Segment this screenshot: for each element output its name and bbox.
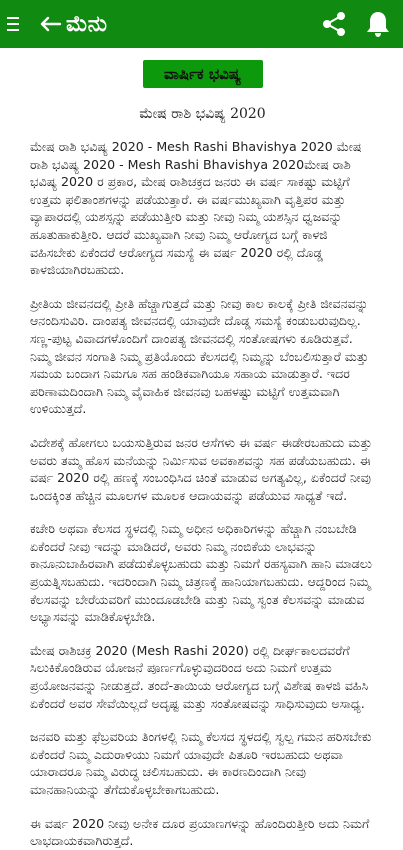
article-paragraph: ಕಚೇರಿ ಅಥವಾ ಕೆಲಸದ ಸ್ಥಳದಲ್ಲಿ ನಿಮ್ಮ ಅಧೀನ ಅಧಿಕಾರಿಗಳನ್ನು ಹೆಚ್ಚಾಗಿ ನಂಬಬೇಡಿ ಏಕೆಂದರೆ ನೀವು ಇದನ್ನು ಮಾಡಿದರೆ, ಅವರು ನಿಮ್ಮ ನಂಬಿಕೆಯ ಲಾಭವನ್ನು ಕಾನೂನುಬಾಹಿರವಾಗಿ ಪಡೆದುಕೊಳ್ಳಬಹುದು ಮತ್ತು ನಿಮಗೆ ರಹಸ್ಯವಾಗಿ ಹಾನಿ ಮಾಡಲು ಪ್ರಯತ್ನಿಸಬಹುದು. ಇದರಿಂದಾಗಿ ನಿಮ್ಮ ಚಿತ್ರಣಕ್ಕೆ ಹಾನಿಯಾಗಬಹುದು. ಆದ್ದರಿಂದ ನಿಮ್ಮ ಕೆಲಸವನ್ನು ಬೇರೆಯವರಿಗೆ ಮುಂದೂಡಬೇಡಿ ಮತ್ತು ನಿಮ್ಮ ಸ್ವಂತ ಕೆಲಸವನ್ನು ಮಾಡುವ ಅಭ್ಯಾಸವನ್ನು ಮಾಡಿಕೊಳ್ಳಬೇಡಿ. xyxy=(30,521,372,625)
article-paragraph: ಈ ವರ್ಷ 2020 ನೀವು ಅನೇಕ ದೂರ ಪ್ರಯಾಣಗಳನ್ನು ಹೊಂದಿರುತ್ತೀರಿ ಅದು ನಿಮಗೆ ಲಾಭದಾಯಕವಾಗಿರುತ್ತದೆ. xyxy=(30,815,370,849)
article-paragraph: ಮೇಷ ರಾಶಿ ಭವಿಷ್ಯ 2020 - Mesh Rashi Bhavishya 2020 ಮೇಷ ರಾಶಿ ಭವಿಷ್ಯ 2020 - Mesh Rashi Bhavishya 2020ಮೇಷ ರಾಶಿ ಭವಿಷ್ಯ 2020 ರ ಪ್ರಕಾರ, ಮೇಷ ರಾಶಿಚಕ್ರದ ಜನರು ಈ ವರ್ಷ ಸಾಕಷ್ಟು ಮಟ್ಟಿಗೆ ಉತ್ತಮ ಫಲಿತಾಂಶಗಳನ್ನು ಪಡೆಯುತ್ತಾರೆ. ಈ ವರ್ಷಮುಖ್ಯವಾಗಿ ವೃತ್ತಿಪರ ಮತ್ತು ವ್ಯಾಪಾರದಲ್ಲಿ ಯಶಸ್ಸನ್ನು ಪಡೆಯುತ್ತೀರಿ ಮತ್ತು ನೀವು ನಿಮ್ಮ ಯಶಸ್ಸಿನ ಧ್ವಜವನ್ನು ಹೂತುಹಾಕುತ್ತೀರಿ. ಆದರೆ ಮುಖ್ಯವಾಗಿ ನೀವು ನಿಮ್ಮ ಆರೋಗ್ಯದ ಬಗ್ಗೆ ಕಾಳಜಿ ವಹಿಸಬೇಕು ಏಕೆಂದರೆ ಆರೋಗ್ಯದ ಸಮಸ್ಯೆ ಈ ವರ್ಷ 2020 ರಲ್ಲಿ ದೊಡ್ಡ ಕಾಳಜಿಯಾಗಿರಬಹುದು. xyxy=(30,139,362,278)
back-arrow-icon xyxy=(40,17,62,31)
article-paragraph: ವಿದೇಶಕ್ಕೆ ಹೋಗಲು ಬಯಸುತ್ತಿರುವ ಜನರ ಆಸೆಗಳು ಈ ವರ್ಷ ಈಡೇರಬಹುದು ಮತ್ತು ಅವರು ತಮ್ಮ ಹೊಸ ಮನೆಯನ್ನು ನಿರ್ಮಿಸುವ ಅವಕಾಶವನ್ನು ಸಹ ಪಡೆಯಬಹುದು. ಈ ವರ್ಷ 2020 ರಲ್ಲಿ ಹಣಕ್ಕೆ ಸಂಬಂಧಿಸಿದ ಚಿಂತೆ ಮಾಡುವ ಅಗತ್ಯವಿಲ್ಲ, ಏಕೆಂದರೆ ನೀವು ಒಂದಕ್ಕಿಂತ ಹೆಚ್ಚಿನ ಮೂಲಗಳ ಮೂಲಕ ಆದಾಯವನ್ನು ಪಡೆಯುವ ಸಾಧ್ಯತೆ ಇದೆ. xyxy=(30,434,373,503)
menu-back-button[interactable] xyxy=(40,12,107,37)
app-title: ಮೆನು xyxy=(66,11,108,37)
section-heading-banner xyxy=(143,60,263,88)
section-heading: ವಾರ್ಷಿಕ ಭವಿಷ್ಯ xyxy=(163,65,242,83)
article-paragraph: ಮೇಷ ರಾಶಿಚಕ್ರ 2020 (Mesh Rashi 2020) ರಲ್ಲಿ ದೀರ್ಘಕಾಲದವರೆಗೆ ಸಿಲುಕಿಕೊಂಡಿರುವ ಯೋಜನೆ ಪೂರ್ಣಗೊಳ್ಳುವುದರಿಂದ ಅದು ನಿಮಗೆ ಉತ್ತಮ ಪ್ರಯೋಜನವನ್ನು ನೀಡುತ್ತದೆ. ತಂದೆ-ತಾಯಿಯ ಆರೋಗ್ಯದ ಬಗ್ಗೆ ವಿಶೇಷ ಕಾಳಜಿ ವಹಿಸಿ ಏಕೆಂದರೆ ಅವರ ಸೇವೆಯಿಲ್ಲದೆ ಅದೃಷ್ಟ ಮತ್ತು ಸಂತೋಷವನ್ನು ಸಾಧಿಸುವುದು ಅಸಾಧ್ಯ. xyxy=(30,642,369,711)
article-paragraph: ಪ್ರೀತಿಯ ಜೀವನದಲ್ಲಿ ಪ್ರೀತಿ ಹೆಚ್ಚಾಗುತ್ತದೆ ಮತ್ತು ನೀವು ಕಾಲ ಕಾಲಕ್ಕೆ ಪ್ರೀತಿ ಜೀವನವನ್ನು ಆನಂದಿಸುವಿರಿ. ದಾಂಪತ್ಯ ಜೀವನದಲ್ಲಿ ಯಾವುದೇ ದೊಡ್ಡ ಸಮಸ್ಯೆ ಕಂಡುಬರುವುದಿಲ್ಲ. ಸಣ್ಣ-ಪುಟ್ಟ ವಿವಾದಗಳೊಂದಿಗೆ ದಾಂಪತ್ಯ ಜೀವನದಲ್ಲಿ ಸಂತೋಷಗಳು ಕೂಡಿರುತ್ತವೆ. ನಿಮ್ಮ ಜೀವನ ಸಂಗಾತಿ ನಿಮ್ಮ ಪ್ರತಿಯೊಂದು ಕೆಲಸದಲ್ಲಿ ನಿಮ್ಮನ್ನು ಬೆಂಬಲಿಸುತ್ತಾರೆ ಮತ್ತು ಸಮಯ ಬಂದಾಗ ನಿಮಗೂ ಸಹ ಹಂಡಿಕವಾಗಿಯೂ ಸಹಾಯ ಮಾಡುತ್ತಾರೆ. ಇದರ ಪರಿಣಾಮದಿಂದಾಗಿ ನಿಮ್ಮ ವೈವಾಹಿಕ ಜೀವನವು ಬಹಳಷ್ಟು ಮಟ್ಟಿಗೆ ಉತ್ತಮವಾಗಿ ಉಳಿಯುತ್ತದೆ. xyxy=(30,295,369,417)
page-subtitle: ಮೇಷ ರಾಶಿ ಭವಿಷ್ಯ 2020 xyxy=(139,106,266,122)
share-icon xyxy=(320,10,348,38)
share-button[interactable] xyxy=(319,9,349,39)
content-scroll-area[interactable] xyxy=(0,48,403,849)
app-bar xyxy=(0,0,403,48)
bell-icon xyxy=(365,10,391,38)
notifications-button[interactable] xyxy=(363,9,393,39)
article-paragraph: ಜನವರಿ ಮತ್ತು ಫೆಬ್ರವರಿಯ ತಿಂಗಳಲ್ಲಿ ನಿಮ್ಮ ಕೆಲಸದ ಸ್ಥಳದಲ್ಲಿ ಸ್ವಲ್ಪ ಗಮನ ಹರಿಸಬೇಕು ಏಕೆಂದರೆ ನಿಮ್ಮ ಎದುರಾಳಿಯು ನಿಮಗೆ ಯಾವುದೇ ಪಿತೂರಿ ಇರಬಹುದು ಅಥವಾ ಯಾರಾದರೂ ನಿಮ್ಮ ವಿರುದ್ಧ ಚಲಿಸಬಹುದು. ಈ ಕಾರಣದಿಂದಾಗಿ ನೀವು ಮಾನಹಾನಿಯನ್ನು ತೆಗೆದುಕೊಳ್ಳಬೇಕಾಗಬಹುದು. xyxy=(30,729,372,797)
overflow-menu-icon[interactable] xyxy=(0,0,26,48)
